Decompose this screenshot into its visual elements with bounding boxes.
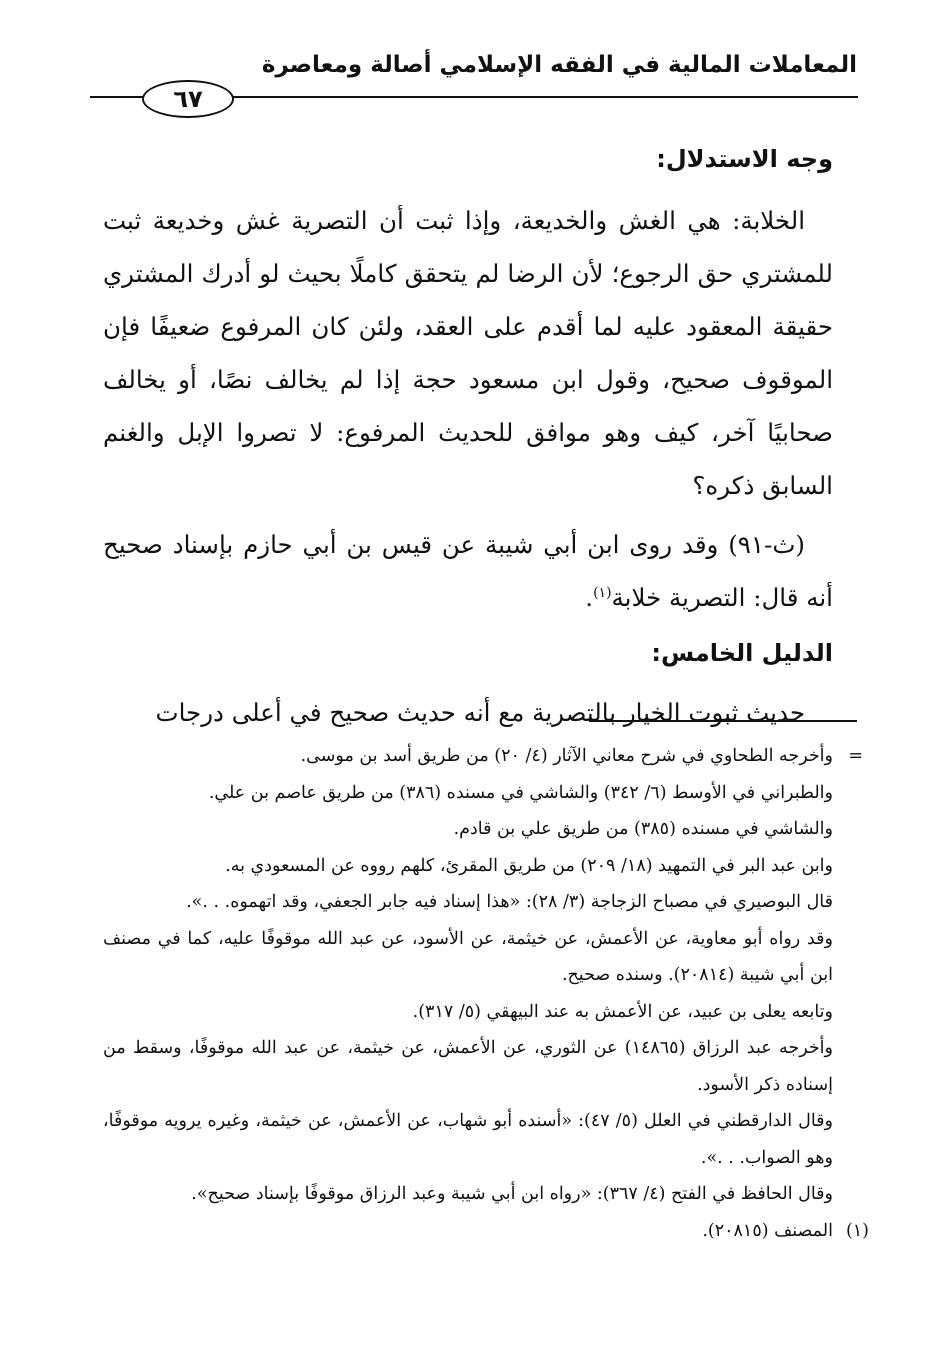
footnote-1-text: المصنف (٢٠٨١٥). [702,1220,833,1241]
athar-end: . [585,583,594,612]
running-header-title: المعاملات المالية في الفقه الإسلامي أصالة ومعاصرة [261,52,857,78]
continuation-mark: = [848,746,863,766]
footnote-line: وأخرجه عبد الرزاق (١٤٨٦٥) عن الثوري، عن الأعمش، عن خيثمة، عن عبد الله موقوفًا، وسقط من إسناده ذكر الأسود. [103,1038,833,1095]
footnote-line: وابن عبد البر في التمهيد (١٨/ ٢٠٩) من طريق المقرئ، كلهم رووه عن المسعودي به. [225,855,833,876]
footnote-line: والطبراني في الأوسط (٦/ ٣٤٢) والشاشي في مسنده (٣٨٦) من طريق عاصم بن علي. [208,782,833,803]
footnote-line-text: وأخرجه الطحاوي في شرح معاني الآثار (٤/ ٢٠) من طريق أسد بن موسى. [300,746,833,766]
footnote-1 [103,1213,869,1250]
athar-text: (ث-٩١) وقد روى ابن أبي شيبة عن قيس بن أبي حازم بإسناد صحيح أنه قال: التصرية خلابة [103,530,833,612]
footnote-line: وتابعه يعلى بن عبيد، عن الأعمش به عند البيهقي (٥/ ٣١٧). [412,1001,833,1022]
footnote-line: والشاشي في مسنده (٣٨٥) من طريق علي بن قادم. [453,819,833,839]
footnote-ref-1: (١) [593,584,612,601]
main-text [103,140,833,739]
footnote-line [103,738,863,775]
footnote-rule [589,720,857,722]
section-heading-inference: وجه الاستدلال: [656,145,833,173]
footnote-line: وقد رواه أبو معاوية، عن الأعمش، عن خيثمة، عن الأسود، عن عبد الله موقوفًا عليه، كما في مصنف ابن أبي شيبة (٢٠٨١٤). وسنده صحيح. [103,928,833,985]
paragraph-hadith: حديث ثبوت الخيار بالتصرية مع أنه حديث صحيح في أعلى درجات [155,698,805,727]
footnote-line: قال البوصيري في مصباح الزجاجة (٣/ ٢٨): «هذا إسناد فيه جابر الجعفي، وقد اتهموه. . .». [186,892,833,912]
footnote-line: وقال الدارقطني في العلل (٥/ ٤٧): «أسنده أبو شهاب، عن الأعمش، عن خيثمة، وغيره يرويه موقوفًا، وهو الصواب. . .». [103,1111,834,1168]
page-number: ٦٧ [142,80,234,118]
footnote-line: وقال الحافظ في الفتح (٤/ ٣٦٧): «رواه ابن أبي شيبة وعبد الرزاق موقوفًا بإسناد صحيح». [191,1184,833,1204]
footnotes [103,738,869,1249]
footnote-1-mark: (١) [845,1220,869,1241]
paragraph-khilaba: الخلابة: هي الغش والخديعة، وإذا ثبت أن التصرية غش وخديعة ثبت للمشتري حق الرجوع؛ لأن الرضا لم يتحقق كاملًا بحيث لو أدرك المشتري حقيقة المعقود عليه لما أقدم على العقد، ولئن كان المرفوع ضعيفًا فإن الموقوف صحيح، وقول ابن مسعود حجة إذا لم يخالف نصًا، أو يخالف صحابيًا آخر، كيف وهو موافق للحديث المرفوع: لا تصروا الإبل والغنم السابق ذكره؟ [103,206,833,500]
section-heading-fifth-evidence: الدليل الخامس: [651,639,833,667]
paragraph-athar-91 [103,518,833,624]
